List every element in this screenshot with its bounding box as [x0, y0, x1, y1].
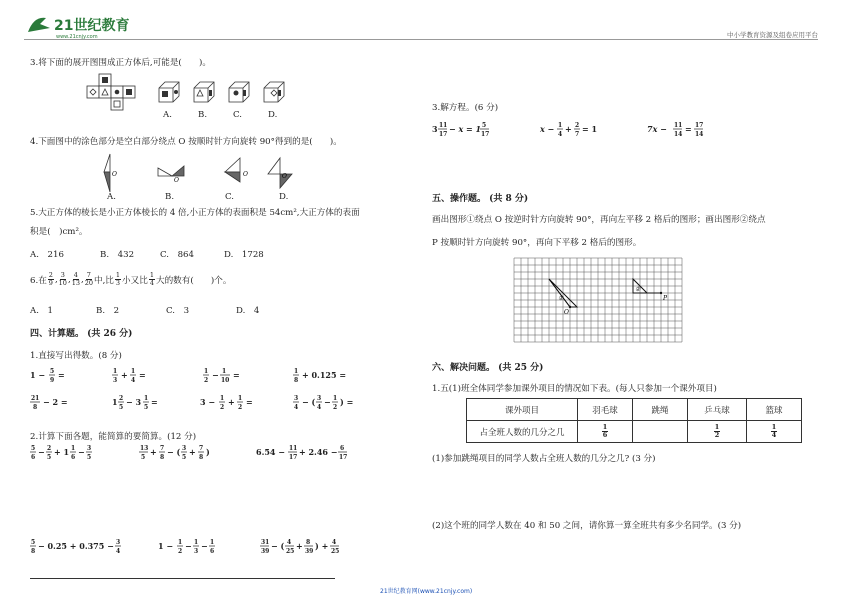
q6-text: 6.在 2 9 , 3 10 , 4 13 , 7 20 中,比 1 3 小又比 1 4 大的数有( )个。: [30, 271, 232, 287]
svg-text:5: 5: [141, 454, 146, 461]
q6-option-c[interactable]: C. 3: [166, 306, 190, 316]
op-text-line2: P 按顺时针方向旋转 90°，再向下平移 2 格后的图形。: [432, 238, 642, 248]
svg-text:2: 2: [238, 404, 243, 411]
expr-7: [200, 395, 253, 411]
svg-text:−: −: [78, 447, 85, 457]
svg-text:1 −: 1 −: [158, 541, 174, 551]
svg-text:17: 17: [481, 131, 490, 138]
calc1-title: 1.直接写出得数。(8 分): [30, 351, 122, 361]
q3-text: 3.将下面的展开图围成正方体后,可能是( )。: [30, 58, 211, 68]
svg-text:−: −: [324, 397, 331, 407]
svg-text:14: 14: [695, 131, 704, 138]
svg-text:3: 3: [182, 445, 187, 452]
q4-option-a[interactable]: A.: [107, 192, 116, 202]
table-cell: $\frac{1}{4}$: [747, 421, 802, 443]
svg-text:+ 1: + 1: [54, 447, 70, 457]
table-header-cell: 跳绳: [633, 399, 688, 421]
svg-text:5: 5: [482, 122, 487, 129]
expr-4: [293, 368, 346, 384]
q3-option-b[interactable]: B.: [198, 110, 208, 120]
svg-text:1: 1: [220, 395, 225, 402]
svg-text:25: 25: [286, 548, 295, 555]
grid-figure: [512, 255, 692, 350]
svg-text:2: 2: [119, 395, 124, 402]
svg-text:2: 2: [204, 377, 209, 384]
q5-line2: 积是( )cm²。: [30, 227, 88, 237]
svg-text:5: 5: [119, 404, 124, 411]
equation-3: [647, 122, 703, 138]
table-cell: $\frac{1}{6}$: [578, 421, 633, 443]
svg-text:4: 4: [558, 131, 563, 138]
svg-text:1 −: 1 −: [30, 370, 46, 380]
q3-option-c[interactable]: C.: [233, 110, 243, 120]
expr-13: [158, 539, 215, 555]
svg-text:8: 8: [33, 404, 38, 411]
svg-text:O: O: [282, 173, 287, 180]
svg-text:3 −: 3 −: [200, 397, 216, 407]
svg-text:9: 9: [50, 377, 55, 384]
svg-text:1: 1: [131, 368, 136, 375]
svg-text:− (: − (: [167, 447, 181, 457]
svg-text:3: 3: [87, 445, 92, 452]
svg-text:+: +: [228, 397, 235, 407]
logo: [24, 10, 144, 40]
grid-label-shape1: ①: [558, 295, 564, 302]
svg-text:4: 4: [294, 404, 299, 411]
q3-option-d[interactable]: D.: [268, 110, 278, 120]
svg-text:5: 5: [50, 368, 55, 375]
svg-text:− (: − (: [271, 541, 285, 551]
q5-option-d[interactable]: D. 1728: [224, 250, 264, 260]
svg-text:5: 5: [144, 404, 149, 411]
q4-option-b[interactable]: B.: [165, 192, 175, 202]
svg-text:3: 3: [432, 124, 438, 134]
svg-text:39: 39: [261, 548, 270, 555]
q6-option-d[interactable]: D. 4: [236, 306, 260, 316]
expr-1: [30, 368, 65, 384]
q4-option-d[interactable]: D.: [279, 192, 289, 202]
p1a-text: (1)参加跳绳项目的同学人数占全班人数的几分之几? (3 分): [432, 454, 656, 464]
activity-table: [466, 398, 802, 443]
svg-text:10: 10: [221, 377, 230, 384]
expr-8: [293, 395, 353, 411]
svg-text:1: 1: [112, 397, 118, 407]
svg-text:− 3: − 3: [126, 397, 142, 407]
grid-label-shape2: ②: [635, 286, 641, 293]
svg-text:6: 6: [340, 445, 345, 452]
svg-text:8: 8: [199, 454, 204, 461]
svg-text:4: 4: [116, 548, 121, 555]
svg-text:13: 13: [140, 445, 149, 452]
svg-text:− x = 1: − x = 1: [449, 124, 482, 134]
svg-text:6.54 −: 6.54 −: [256, 447, 285, 457]
svg-text:2: 2: [220, 404, 225, 411]
table-header-cell: 乒乓球: [688, 399, 747, 421]
svg-text:+ 0.125 =: + 0.125 =: [302, 370, 347, 380]
cube-options-figure: [157, 80, 307, 114]
svg-text:1: 1: [204, 368, 209, 375]
expr-14: [260, 539, 339, 555]
svg-text:=: =: [151, 397, 158, 407]
cube-net-figure: [85, 73, 147, 113]
svg-text:5: 5: [47, 454, 52, 461]
rotation-options-figure: [100, 152, 300, 194]
svg-text:7: 7: [575, 131, 580, 138]
svg-text:− 2 =: − 2 =: [43, 397, 68, 407]
equations: [432, 118, 732, 142]
grid-label-p: P: [663, 295, 668, 302]
expr-3: [203, 368, 240, 384]
svg-text:+: +: [150, 447, 157, 457]
svg-text:6: 6: [210, 548, 215, 555]
svg-text:−: −: [38, 447, 45, 457]
svg-text:31: 31: [261, 539, 270, 546]
svg-text:− (: − (: [302, 397, 316, 407]
q5-line1: 5.大正方体的棱长是小正方体棱长的 4 倍,小正方体的表面积是 54cm²,大正方体的表面: [30, 208, 360, 218]
svg-text:=: =: [246, 397, 253, 407]
svg-text:2: 2: [47, 445, 52, 452]
svg-text:+: +: [565, 124, 572, 134]
expr-2: [112, 368, 146, 384]
svg-text:=: =: [139, 370, 146, 380]
header-divider: [24, 39, 818, 40]
svg-text:1: 1: [210, 539, 215, 546]
svg-text:−: −: [201, 541, 208, 551]
svg-text:5: 5: [31, 445, 36, 452]
expr-10: [139, 445, 210, 461]
svg-text:+: +: [296, 541, 303, 551]
svg-text:): ): [206, 447, 210, 457]
svg-text:=: =: [233, 370, 240, 380]
q6-option-b[interactable]: B. 2: [96, 306, 120, 316]
footer-divider: [30, 578, 335, 579]
svg-text:14: 14: [674, 131, 683, 138]
table-row: [467, 399, 802, 421]
section6-title: 六、解决问题。 (共 25 分): [432, 363, 544, 373]
svg-text:3: 3: [113, 377, 118, 384]
svg-text:21世纪教育: 21世纪教育: [54, 18, 130, 34]
svg-text:25: 25: [331, 548, 340, 555]
q4-text: 4.下面图中的涂色部分是空白部分绕点 O 按顺时针方向旋转 90°得到的是( )。: [30, 137, 342, 147]
svg-text:11: 11: [674, 122, 683, 129]
svg-text:−: −: [185, 541, 192, 551]
svg-text:8: 8: [31, 548, 36, 555]
svg-text:= 1: = 1: [582, 124, 598, 134]
svg-text:7: 7: [160, 445, 165, 452]
svg-text:1: 1: [222, 368, 227, 375]
svg-text:www.21cnjy.com: www.21cnjy.com: [56, 34, 98, 40]
table-cell: $\frac{1}{2}$: [688, 421, 747, 443]
svg-text:O: O: [243, 171, 248, 178]
expr-9: [30, 445, 92, 461]
r-q3-text: 3.解方程。(6 分): [432, 103, 499, 113]
svg-text:11: 11: [289, 445, 298, 452]
op-text-line1: 画出图形①绕点 O 按逆时针方向旋转 90°，再向左平移 2 格后的图形；画出图形②绕点: [432, 215, 766, 225]
svg-text:1: 1: [333, 395, 338, 402]
svg-text:8: 8: [306, 539, 311, 546]
svg-text:3: 3: [194, 548, 199, 555]
svg-text:1: 1: [178, 539, 183, 546]
svg-text:3: 3: [116, 539, 121, 546]
table-cell-empty: [633, 421, 688, 443]
grid-label-o: O: [564, 309, 569, 316]
svg-text:8: 8: [160, 454, 165, 461]
svg-text:O: O: [174, 177, 179, 184]
expr-5: [30, 395, 68, 411]
expr-11: [256, 445, 347, 461]
footer-link[interactable]: 21世纪教育网(www.21cnjy.com): [380, 588, 473, 595]
svg-text:4: 4: [317, 404, 322, 411]
expr-12: [30, 539, 121, 555]
table-row: [467, 421, 802, 443]
svg-text:17: 17: [695, 122, 704, 129]
svg-text:21: 21: [31, 395, 40, 402]
svg-text:4: 4: [131, 377, 136, 384]
svg-text:17: 17: [339, 454, 348, 461]
svg-text:1: 1: [294, 368, 299, 375]
table-header-cell: 课外项目: [467, 399, 578, 421]
svg-text:3: 3: [294, 395, 299, 402]
table-header-cell: 羽毛球: [578, 399, 633, 421]
svg-text:=: =: [58, 370, 65, 380]
svg-text:2: 2: [178, 548, 183, 555]
svg-text:8: 8: [294, 377, 299, 384]
svg-text:6: 6: [31, 454, 36, 461]
calc-expressions: [30, 364, 360, 574]
p1b-text: (2)这个班的同学人数在 40 和 50 之间，请你算一算全班共有多少名同学。(3 分): [432, 521, 742, 531]
svg-text:11: 11: [439, 122, 448, 129]
svg-text:) =: ) =: [340, 397, 354, 407]
svg-text:5: 5: [87, 454, 92, 461]
table-row-label: 占全班人数的几分之几: [467, 421, 578, 443]
q3-option-a[interactable]: A.: [163, 110, 172, 120]
svg-text:4: 4: [287, 539, 292, 546]
svg-text:5: 5: [182, 454, 187, 461]
svg-text:39: 39: [305, 548, 314, 555]
svg-text:+ 2.46 −: + 2.46 −: [299, 447, 338, 457]
svg-text:1: 1: [71, 445, 76, 452]
svg-text:1: 1: [113, 368, 118, 375]
svg-text:6: 6: [71, 454, 76, 461]
svg-text:17: 17: [289, 454, 298, 461]
q5-option-b[interactable]: B. 432: [100, 250, 135, 260]
svg-text:1: 1: [144, 395, 149, 402]
svg-text:− 0.25 + 0.375 −: − 0.25 + 0.375 −: [38, 541, 114, 551]
svg-text:+: +: [189, 447, 196, 457]
section5-title: 五、操作题。 (共 8 分): [432, 194, 529, 204]
svg-text:) +: ) +: [315, 541, 329, 551]
q5-option-a[interactable]: A. 216: [30, 250, 64, 260]
section4-title: 四、计算题。 (共 26 分): [30, 329, 133, 339]
q4-option-c[interactable]: C.: [225, 192, 235, 202]
svg-text:O: O: [112, 171, 117, 178]
svg-text:1: 1: [194, 539, 199, 546]
svg-text:3: 3: [317, 395, 322, 402]
table-header-cell: 篮球: [747, 399, 802, 421]
q5-option-c[interactable]: C. 864: [160, 250, 194, 260]
svg-text:4: 4: [332, 539, 337, 546]
svg-text:x −: x −: [540, 124, 555, 134]
svg-text:7x −: 7x −: [647, 124, 667, 134]
p1-text: 1.五(1)班全体同学参加课外项目的情况如下表。(每人只参加一个课外项目): [432, 384, 717, 394]
svg-text:2: 2: [333, 404, 338, 411]
svg-text:1: 1: [238, 395, 243, 402]
svg-text:17: 17: [439, 131, 448, 138]
svg-text:−: −: [212, 370, 219, 380]
equation-2: [539, 122, 597, 138]
svg-text:=: =: [685, 124, 692, 134]
svg-text:1: 1: [558, 122, 563, 129]
expr-6: [112, 395, 158, 411]
svg-text:+: +: [121, 370, 128, 380]
q6-option-a[interactable]: A. 1: [30, 306, 53, 316]
svg-text:5: 5: [31, 539, 36, 546]
svg-text:2: 2: [575, 122, 580, 129]
svg-text:7: 7: [199, 445, 204, 452]
header-platform: 中小学教育资源及组卷应用平台: [727, 31, 818, 39]
equation-1: [432, 122, 489, 138]
calc2-title: 2.计算下面各题，能简算的要简算。(12 分): [30, 432, 197, 442]
